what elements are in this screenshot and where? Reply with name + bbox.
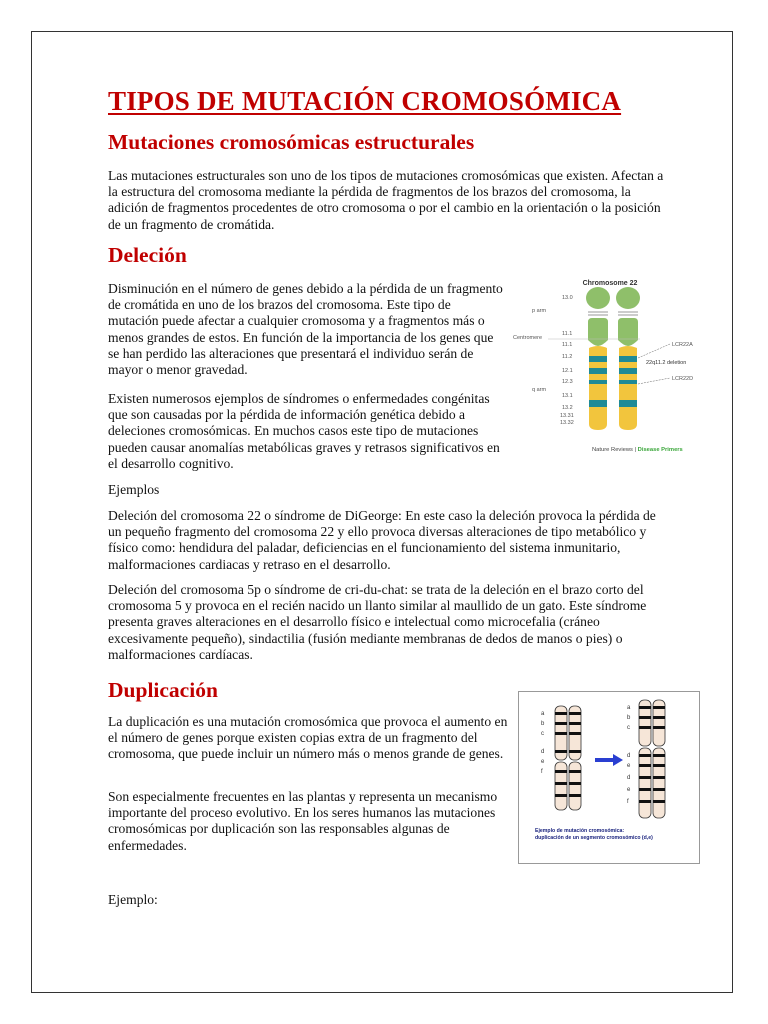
gene-letter: e bbox=[541, 759, 545, 765]
gene-letter: d bbox=[541, 749, 545, 755]
delecion-paragraph-1: Disminución en el número de genes debido a la pérdida de un fragmento de cromátida en uno de los brazos del cromosoma. Este tipo de mutación puede afectar a cualquier cromosoma y a fragmentos más o menos grandes de estos. En función de la importancia de los genes que se han perdido las alteraciones que presentará el individuo serán de mayor o menor gravedad. bbox=[108, 281, 503, 378]
gene-letter: c bbox=[627, 725, 630, 731]
gene-letter: a bbox=[627, 705, 631, 711]
duplicacion-paragraph-2: Son especialmente frecuentes en las plantas y representa un mecanismo importante del proceso evolutivo. En los seres humanos las mutaciones cromosómicas por duplicación son las responsables algunas de enfermedades. bbox=[108, 789, 498, 853]
duplicated-chromosome bbox=[639, 700, 665, 818]
chromosome-22-figure bbox=[510, 276, 710, 456]
gene-letter: b bbox=[541, 721, 545, 727]
ejemplo-1-paragraph: Deleción del cromosoma 22 o síndrome de DiGeorge: En este caso la deleción provoca la pérdida de un pequeño fragmento del cromosoma 22 y ello provoca diversas alteraciones de tipo metabólico y físico como: hendidura del paladar, deficiencias en el funcionamiento del sistema inmunitario, malformaciones cardiacas y retraso en el desarrollo. bbox=[108, 508, 656, 572]
gene-letter: f bbox=[541, 769, 543, 775]
band-label: 11.1 bbox=[562, 331, 573, 337]
band-label: 13.2 bbox=[562, 405, 573, 411]
heading-estructurales: Mutaciones cromosómicas estructurales bbox=[108, 130, 475, 154]
p-arm-left bbox=[586, 287, 610, 309]
gene-letter: d bbox=[627, 753, 631, 759]
centromere-left bbox=[588, 318, 608, 346]
duplicacion-paragraph-1: La duplicación es una mutación cromosómica que provoca el aumento en el número de genes porque existen copias extra de un fragmento del cromosoma, que puede incluir un número más o menos grande de genes. bbox=[108, 714, 508, 762]
p-arm-right bbox=[616, 287, 640, 309]
p-arm-label: p arm bbox=[532, 308, 547, 314]
centromere-label: Centromere bbox=[513, 335, 543, 341]
band-label-13-0: 13.0 bbox=[562, 295, 573, 301]
band-label: 12.3 bbox=[562, 379, 573, 385]
figure-caption-2: duplicación de un segmento cromosómico (d,e) bbox=[535, 835, 653, 841]
gene-letter: e bbox=[627, 763, 631, 769]
heading-duplicacion: Duplicación bbox=[108, 678, 218, 702]
gene-letter: b bbox=[627, 715, 631, 721]
lcr22a-label: LCR22A bbox=[672, 342, 693, 348]
ejemplos-label: Ejemplos bbox=[108, 482, 160, 497]
band-label: 11.1 bbox=[562, 342, 573, 348]
figure-caption-1: Ejemplo de mutación cromosómica: bbox=[535, 828, 625, 834]
centromere-right bbox=[618, 318, 638, 346]
band-label: 13.31 bbox=[560, 413, 574, 419]
gene-letter: d bbox=[627, 775, 631, 781]
intro-paragraph: Las mutaciones estructurales son uno de los tipos de mutaciones cromosómicas que existen. Afectan a la estructura del cromosoma mediante la pérdida de fragmentos de los brazos del cromosoma, la adición de fragmentos procedentes de otro cromosoma o por el cambio en la orientación o la posición de un fragmento de cromátida. bbox=[108, 168, 664, 232]
ejemplo-label: Ejemplo: bbox=[108, 892, 158, 907]
page-title: TIPOS DE MUTACIÓN CROMOSÓMICA bbox=[108, 86, 622, 116]
q-arm-label: q arm bbox=[532, 387, 547, 393]
gene-letter: c bbox=[541, 731, 544, 737]
deletion-label: 22q11.2 deletion bbox=[646, 360, 687, 366]
heading-delecion: Deleción bbox=[108, 243, 187, 267]
band-label: 11.2 bbox=[562, 354, 573, 360]
band-label: 13.32 bbox=[560, 420, 574, 426]
gene-letter: e bbox=[627, 787, 631, 793]
gene-letter: f bbox=[627, 799, 629, 805]
figure-title: Chromosome 22 bbox=[582, 280, 638, 287]
original-chromosome bbox=[555, 706, 581, 810]
gene-letter: a bbox=[541, 711, 545, 717]
ejemplo-2-paragraph: Deleción del cromosoma 5p o síndrome de cri-du-chat: se trata de la deleción en el brazo corto del cromosoma 5 y provoca en el recién nacido un llanto similar al maullido de un gato. Este síndrome presenta graves alteraciones en el desarrollo físico e intelectual como microcefalia (cráneo excesivamente pequeño), sindactilia (fusión mediante membranas de dedos de manos o pies) o malformaciones cardíacas. bbox=[108, 582, 647, 662]
arrow-icon bbox=[595, 754, 623, 766]
credit-nature: Nature Reviews | Disease Primers bbox=[592, 447, 683, 453]
delecion-paragraph-2: Existen numerosos ejemplos de síndromes o enfermedades congénitas que son causadas por la pérdida de información genética debido a deleciones cromosómicas. En muchos casos este tipo de mutaciones pueden causar anomalías metabólicas graves y retrasos significativos en el desarrollo cognitivo. bbox=[108, 391, 500, 471]
duplication-figure bbox=[518, 691, 700, 864]
lcr22d-label: LCR22D bbox=[672, 376, 694, 382]
band-label: 12.1 bbox=[562, 368, 573, 374]
band-label: 13.1 bbox=[562, 393, 573, 399]
